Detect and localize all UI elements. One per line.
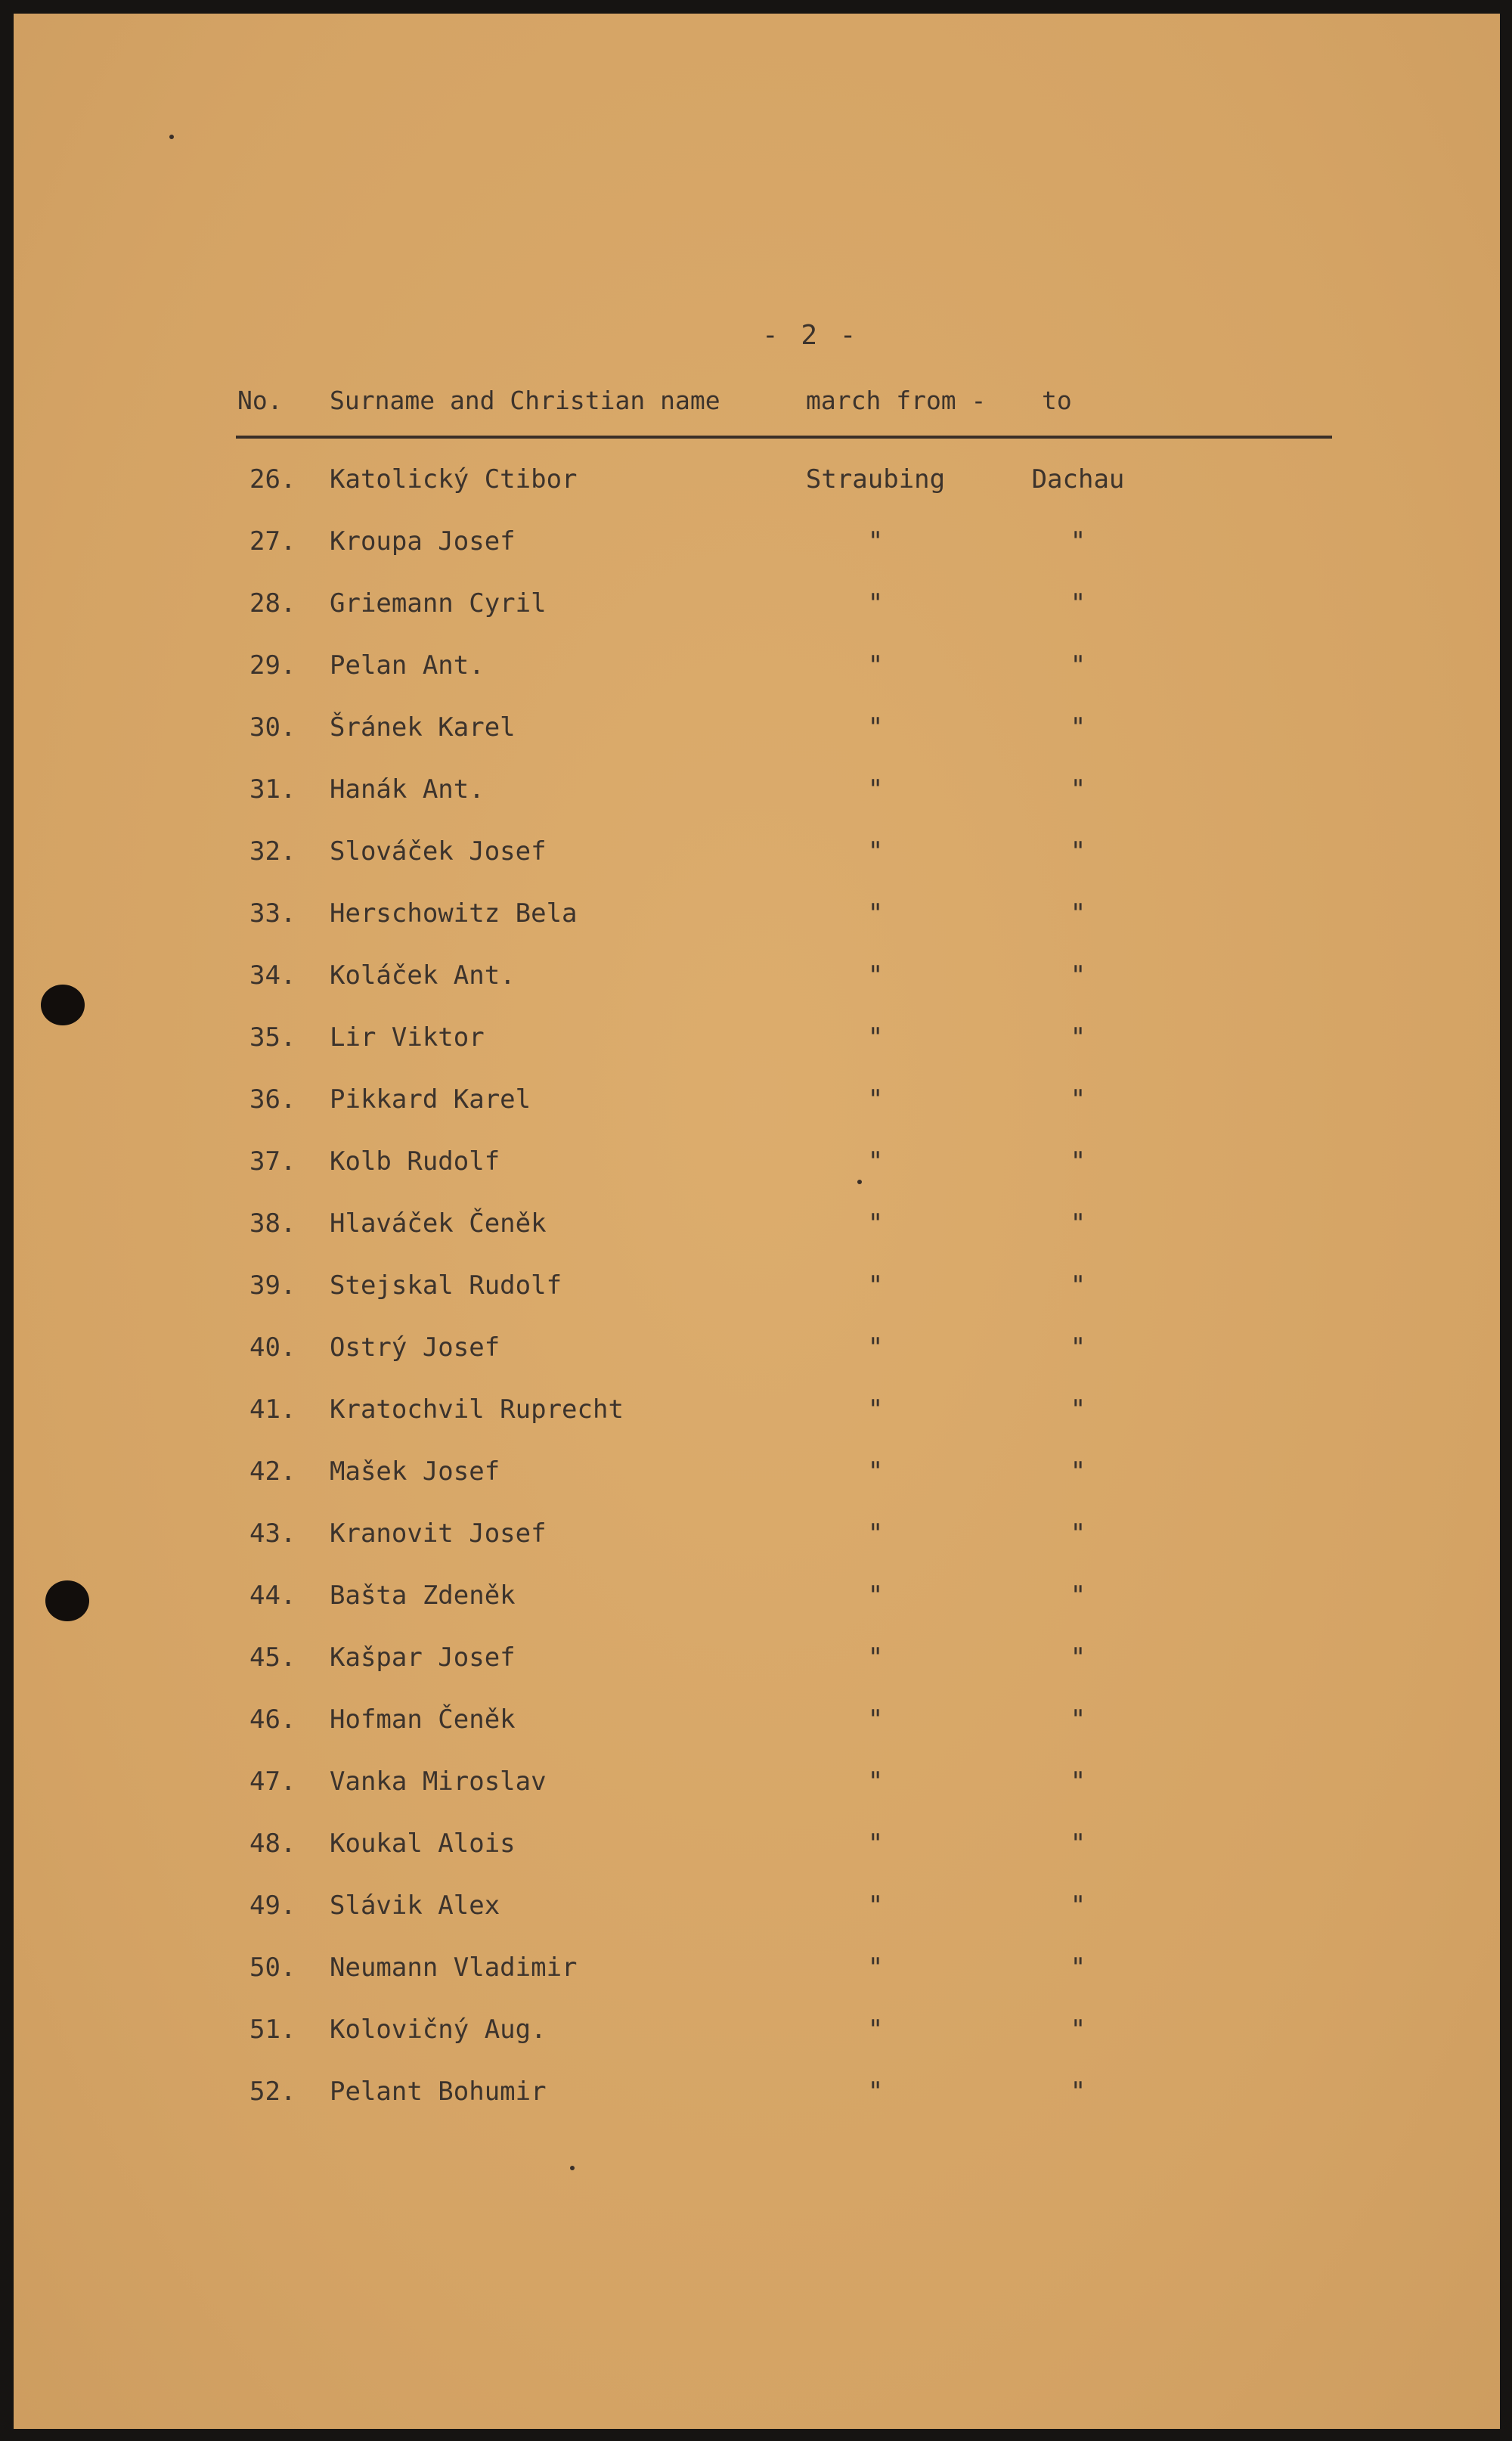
table-row — [14, 1890, 1500, 1952]
table-row — [14, 1084, 1500, 1146]
march-from-cell: " — [867, 1580, 884, 1611]
header-rule — [236, 436, 1332, 439]
row-number: 31. — [249, 774, 296, 805]
march-from-cell: " — [867, 1332, 884, 1363]
march-to-cell: " — [1070, 774, 1086, 805]
march-from-cell: " — [867, 1642, 884, 1673]
march-from-cell: " — [867, 1704, 884, 1735]
person-name: Mašek Josef — [330, 1456, 500, 1487]
march-to-cell: " — [1070, 650, 1086, 681]
row-number: 26. — [249, 464, 296, 495]
person-name: Slováček Josef — [330, 836, 547, 867]
march-to-cell: " — [1070, 2015, 1086, 2045]
march-to-cell: " — [1070, 836, 1086, 867]
person-name: Hlaváček Čeněk — [330, 1208, 547, 1239]
march-to-cell: " — [1070, 1208, 1086, 1239]
table-row — [14, 1642, 1500, 1704]
table-row — [14, 464, 1500, 526]
row-number: 42. — [249, 1456, 296, 1487]
table-row — [14, 712, 1500, 774]
march-to-cell: " — [1070, 1332, 1086, 1363]
person-name: Pelan Ant. — [330, 650, 485, 681]
march-to-cell: " — [1070, 1146, 1086, 1177]
march-to-cell: " — [1070, 1084, 1086, 1115]
table-row — [14, 1208, 1500, 1270]
table-row — [14, 836, 1500, 898]
person-name: Lir Viktor — [330, 1022, 485, 1053]
column-header-to: to — [1042, 386, 1072, 415]
row-number: 28. — [249, 588, 296, 619]
march-from-cell: " — [867, 526, 884, 557]
person-name: Katolický Ctibor — [330, 464, 578, 495]
person-name: Bašta Zdeněk — [330, 1580, 516, 1611]
march-from-cell: " — [867, 2015, 884, 2045]
march-to-cell: " — [1070, 1022, 1086, 1053]
march-to-cell: " — [1070, 526, 1086, 557]
march-from-cell: " — [867, 650, 884, 681]
person-name: Ostrý Josef — [330, 1332, 500, 1363]
table-row — [14, 1952, 1500, 2015]
table-row — [14, 960, 1500, 1022]
march-from-cell: " — [867, 1952, 884, 1983]
march-from-cell: " — [867, 712, 884, 743]
march-from-cell: " — [867, 1456, 884, 1487]
row-number: 40. — [249, 1332, 296, 1363]
march-from-cell: Straubing — [805, 464, 946, 495]
row-number: 49. — [249, 1890, 296, 1921]
march-to-cell: " — [1070, 1952, 1086, 1983]
march-from-cell: " — [867, 1518, 884, 1549]
row-number: 33. — [249, 898, 296, 929]
march-to-cell: " — [1070, 1890, 1086, 1921]
table-row — [14, 1332, 1500, 1394]
row-number: 47. — [249, 1766, 296, 1797]
person-name: Neumann Vladimir — [330, 1952, 578, 1983]
person-name: Kratochvil Ruprecht — [330, 1394, 624, 1425]
march-from-cell: " — [867, 836, 884, 867]
paper-speck — [570, 2166, 575, 2170]
row-number: 35. — [249, 1022, 296, 1053]
march-to-cell: " — [1070, 1828, 1086, 1859]
march-from-cell: " — [867, 960, 884, 991]
row-number: 39. — [249, 1270, 296, 1301]
march-from-cell: " — [867, 1890, 884, 1921]
row-number: 51. — [249, 2015, 296, 2045]
march-to-cell: " — [1070, 1704, 1086, 1735]
paper-speck — [169, 135, 174, 139]
column-header-name: Surname and Christian name — [330, 386, 720, 415]
column-header-no: No. — [237, 386, 283, 415]
table-row — [14, 2015, 1500, 2077]
person-name: Kroupa Josef — [330, 526, 516, 557]
person-name: Stejskal Rudolf — [330, 1270, 562, 1301]
table-row — [14, 526, 1500, 588]
table-row — [14, 1146, 1500, 1208]
row-number: 36. — [249, 1084, 296, 1115]
table-row — [14, 1518, 1500, 1580]
table-row — [14, 1828, 1500, 1890]
march-from-cell: " — [867, 1270, 884, 1301]
march-from-cell: " — [867, 1208, 884, 1239]
person-name: Herschowitz Bela — [330, 898, 578, 929]
march-from-cell: " — [867, 898, 884, 929]
row-number: 46. — [249, 1704, 296, 1735]
march-to-cell: " — [1070, 2077, 1086, 2107]
page-number: - 2 - — [762, 320, 860, 351]
march-to-cell: " — [1070, 1456, 1086, 1487]
march-from-cell: " — [867, 1766, 884, 1797]
march-to-cell: " — [1070, 898, 1086, 929]
table-row — [14, 588, 1500, 650]
person-name: Šránek Karel — [330, 712, 516, 743]
table-row — [14, 1270, 1500, 1332]
march-from-cell: " — [867, 1828, 884, 1859]
row-number: 52. — [249, 2077, 296, 2107]
march-to-cell: " — [1070, 1394, 1086, 1425]
row-number: 50. — [249, 1952, 296, 1983]
march-to-cell: " — [1070, 1642, 1086, 1673]
march-to-cell: " — [1070, 1270, 1086, 1301]
person-name: Pikkard Karel — [330, 1084, 531, 1115]
row-number: 29. — [249, 650, 296, 681]
person-name: Slávik Alex — [330, 1890, 500, 1921]
march-from-cell: " — [867, 1146, 884, 1177]
march-from-cell: " — [867, 774, 884, 805]
column-header-march-from: march from - — [806, 386, 987, 415]
row-number: 48. — [249, 1828, 296, 1859]
table-row — [14, 1704, 1500, 1766]
row-number: 37. — [249, 1146, 296, 1177]
document-page — [14, 14, 1500, 2429]
march-to-cell: " — [1070, 1580, 1086, 1611]
row-number: 43. — [249, 1518, 296, 1549]
march-to-cell: " — [1070, 1518, 1086, 1549]
person-name: Kašpar Josef — [330, 1642, 516, 1673]
table-row — [14, 1456, 1500, 1518]
march-to-cell: " — [1070, 1766, 1086, 1797]
person-name: Hanák Ant. — [330, 774, 485, 805]
march-from-cell: " — [867, 2077, 884, 2107]
person-name: Kolovičný Aug. — [330, 2015, 547, 2045]
table-row — [14, 774, 1500, 836]
table-row — [14, 1394, 1500, 1456]
person-name: Kolb Rudolf — [330, 1146, 500, 1177]
person-name: Hofman Čeněk — [330, 1704, 516, 1735]
entries-list — [14, 464, 1500, 2139]
march-from-cell: " — [867, 1394, 884, 1425]
table-row — [14, 1022, 1500, 1084]
person-name: Koláček Ant. — [330, 960, 516, 991]
table-row — [14, 898, 1500, 960]
march-from-cell: " — [867, 588, 884, 619]
row-number: 34. — [249, 960, 296, 991]
march-to-cell: " — [1070, 588, 1086, 619]
table-row — [14, 1766, 1500, 1828]
person-name: Koukal Alois — [330, 1828, 516, 1859]
row-number: 32. — [249, 836, 296, 867]
person-name: Griemann Cyril — [330, 588, 547, 619]
march-to-cell: " — [1070, 960, 1086, 991]
march-to-cell: Dachau — [1031, 464, 1125, 495]
march-from-cell: " — [867, 1022, 884, 1053]
row-number: 38. — [249, 1208, 296, 1239]
row-number: 45. — [249, 1642, 296, 1673]
row-number: 44. — [249, 1580, 296, 1611]
row-number: 41. — [249, 1394, 296, 1425]
person-name: Vanka Miroslav — [330, 1766, 547, 1797]
row-number: 30. — [249, 712, 296, 743]
table-row — [14, 1580, 1500, 1642]
row-number: 27. — [249, 526, 296, 557]
table-row — [14, 650, 1500, 712]
table-row — [14, 2077, 1500, 2139]
march-from-cell: " — [867, 1084, 884, 1115]
person-name: Pelant Bohumir — [330, 2077, 547, 2107]
person-name: Kranovit Josef — [330, 1518, 547, 1549]
march-to-cell: " — [1070, 712, 1086, 743]
